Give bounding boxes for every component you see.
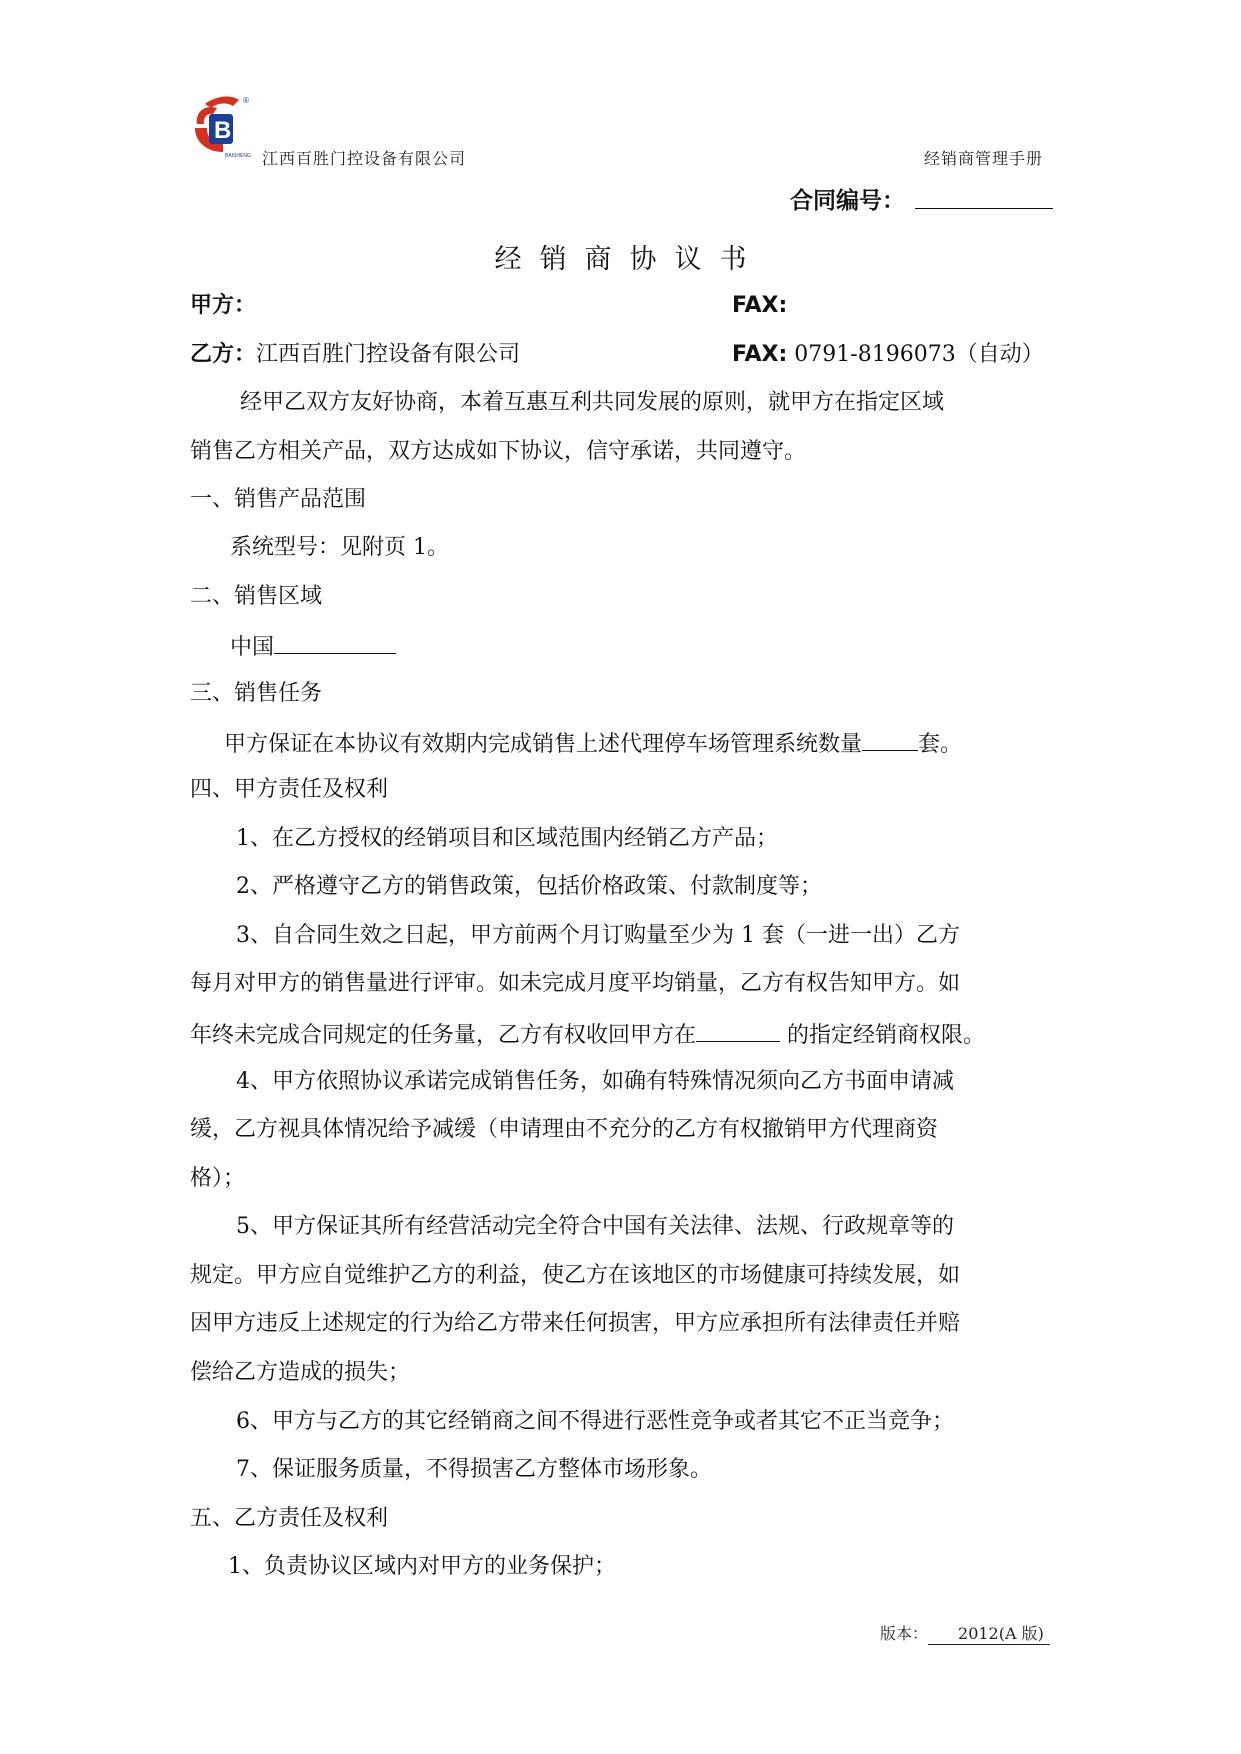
section-1-heading: 一、销售产品范围 [190, 487, 367, 512]
party-b-fax-label: FAX: [732, 342, 788, 367]
section-2-row [230, 633, 396, 660]
section-1-text: 系统型号：见附页 1。 [230, 535, 449, 560]
party-b-name: 江西百胜门控设备有限公司 [256, 342, 521, 367]
s4-item-5-line-4: 偿给乙方造成的损失； [190, 1360, 411, 1385]
s4-item-3-text-b: 的指定经销商权限。 [787, 1023, 986, 1048]
document-title: 经销商协议书 [494, 244, 765, 275]
section-2-text: 中国 [230, 635, 275, 660]
party-a-label: 甲方： [190, 293, 257, 318]
section-3-unit: 套。 [918, 732, 963, 757]
svg-text:B: B [214, 117, 232, 144]
s4-item-6: 6、甲方与乙方的其它经销商之间不得进行恶性竞争或者其它不正当竞争； [236, 1409, 954, 1434]
version-footer [880, 1621, 1050, 1645]
s5-item-1: 1、负责协议区域内对甲方的业务保护； [228, 1554, 616, 1579]
section-3-row [224, 730, 962, 757]
s4-item-3-line-1: 3、自合同生效之日起，甲方前两个月订购量至少为 1 套（一进一出）乙方 [236, 923, 960, 948]
svg-text:®: ® [243, 96, 249, 105]
section-2-heading: 二、销售区域 [190, 584, 323, 609]
section-3-heading: 三、销售任务 [190, 681, 323, 706]
s4-item-7: 7、保证服务质量，不得损害乙方整体市场形象。 [236, 1457, 712, 1482]
s4-item-4-line-1: 4、甲方依照协议承诺完成销售任务，如确有特殊情况须向乙方书面申请减 [236, 1069, 954, 1094]
quantity-blank [862, 730, 918, 751]
version-value: 2012(A 版) [928, 1621, 1050, 1645]
company-logo [193, 94, 253, 160]
party-a-fax-label: FAX: [732, 293, 788, 318]
s4-item-2: 2、严格遵守乙方的销售政策，包括价格政策、付款制度等； [236, 874, 822, 899]
s4-item-1: 1、在乙方授权的经销项目和区域范围内经销乙方产品； [236, 826, 778, 851]
s4-item-5-line-3: 因甲方违反上述规定的行为给乙方带来任何损害，甲方应承担所有法律责任并赔 [190, 1311, 961, 1336]
handbook-title: 经销商管理手册 [924, 149, 1044, 168]
section-3-text: 甲方保证在本协议有效期内完成销售上述代理停车场管理系统数量 [224, 732, 863, 757]
s4-item-3-text-a: 年终未完成合同规定的任务量，乙方有权收回甲方在 [190, 1023, 697, 1048]
party-b-label: 乙方： [190, 342, 257, 367]
s4-item-3-line-2: 每月对甲方的销售量进行评审。如未完成月度平均销量，乙方有权告知甲方。如 [190, 971, 961, 996]
s4-item-3-line-3 [190, 1021, 985, 1048]
s4-item-5-line-1: 5、甲方保证其所有经营活动完全符合中国有关法律、法规、行政规章等的 [236, 1214, 954, 1239]
party-b-fax-row [732, 343, 1044, 367]
version-label: 版本： [880, 1624, 929, 1643]
section-4-heading: 四、甲方责任及权利 [190, 777, 389, 802]
section-5-heading: 五、乙方责任及权利 [190, 1506, 389, 1531]
svg-text:BAISHENG: BAISHENG [225, 153, 251, 159]
intro-line-1: 经甲乙双方友好协商，本着互惠互利共同发展的原则，就甲方在指定区域 [240, 390, 945, 415]
party-b-fax: 0791-8196073（自动） [794, 342, 1044, 367]
intro-line-2: 销售乙方相关产品，双方达成如下协议，信守承诺，共同遵守。 [190, 439, 807, 464]
contract-number-label: 合同编号： [790, 188, 905, 214]
s4-item-4-line-2: 缓，乙方视具体情况给予减缓（申请理由不充分的乙方有权撤销甲方代理商资 [190, 1117, 939, 1142]
contract-number-blank [915, 208, 1053, 209]
s4-item-4-line-3: 格）； [190, 1166, 246, 1191]
region-blank [274, 633, 396, 654]
company-name: 江西百胜门控设备有限公司 [262, 149, 467, 168]
region-revoke-blank [696, 1021, 780, 1042]
s4-item-5-line-2: 规定。甲方应自觉维护乙方的利益，使乙方在该地区的市场健康可持续发展，如 [190, 1263, 961, 1288]
party-b-row [190, 343, 520, 367]
